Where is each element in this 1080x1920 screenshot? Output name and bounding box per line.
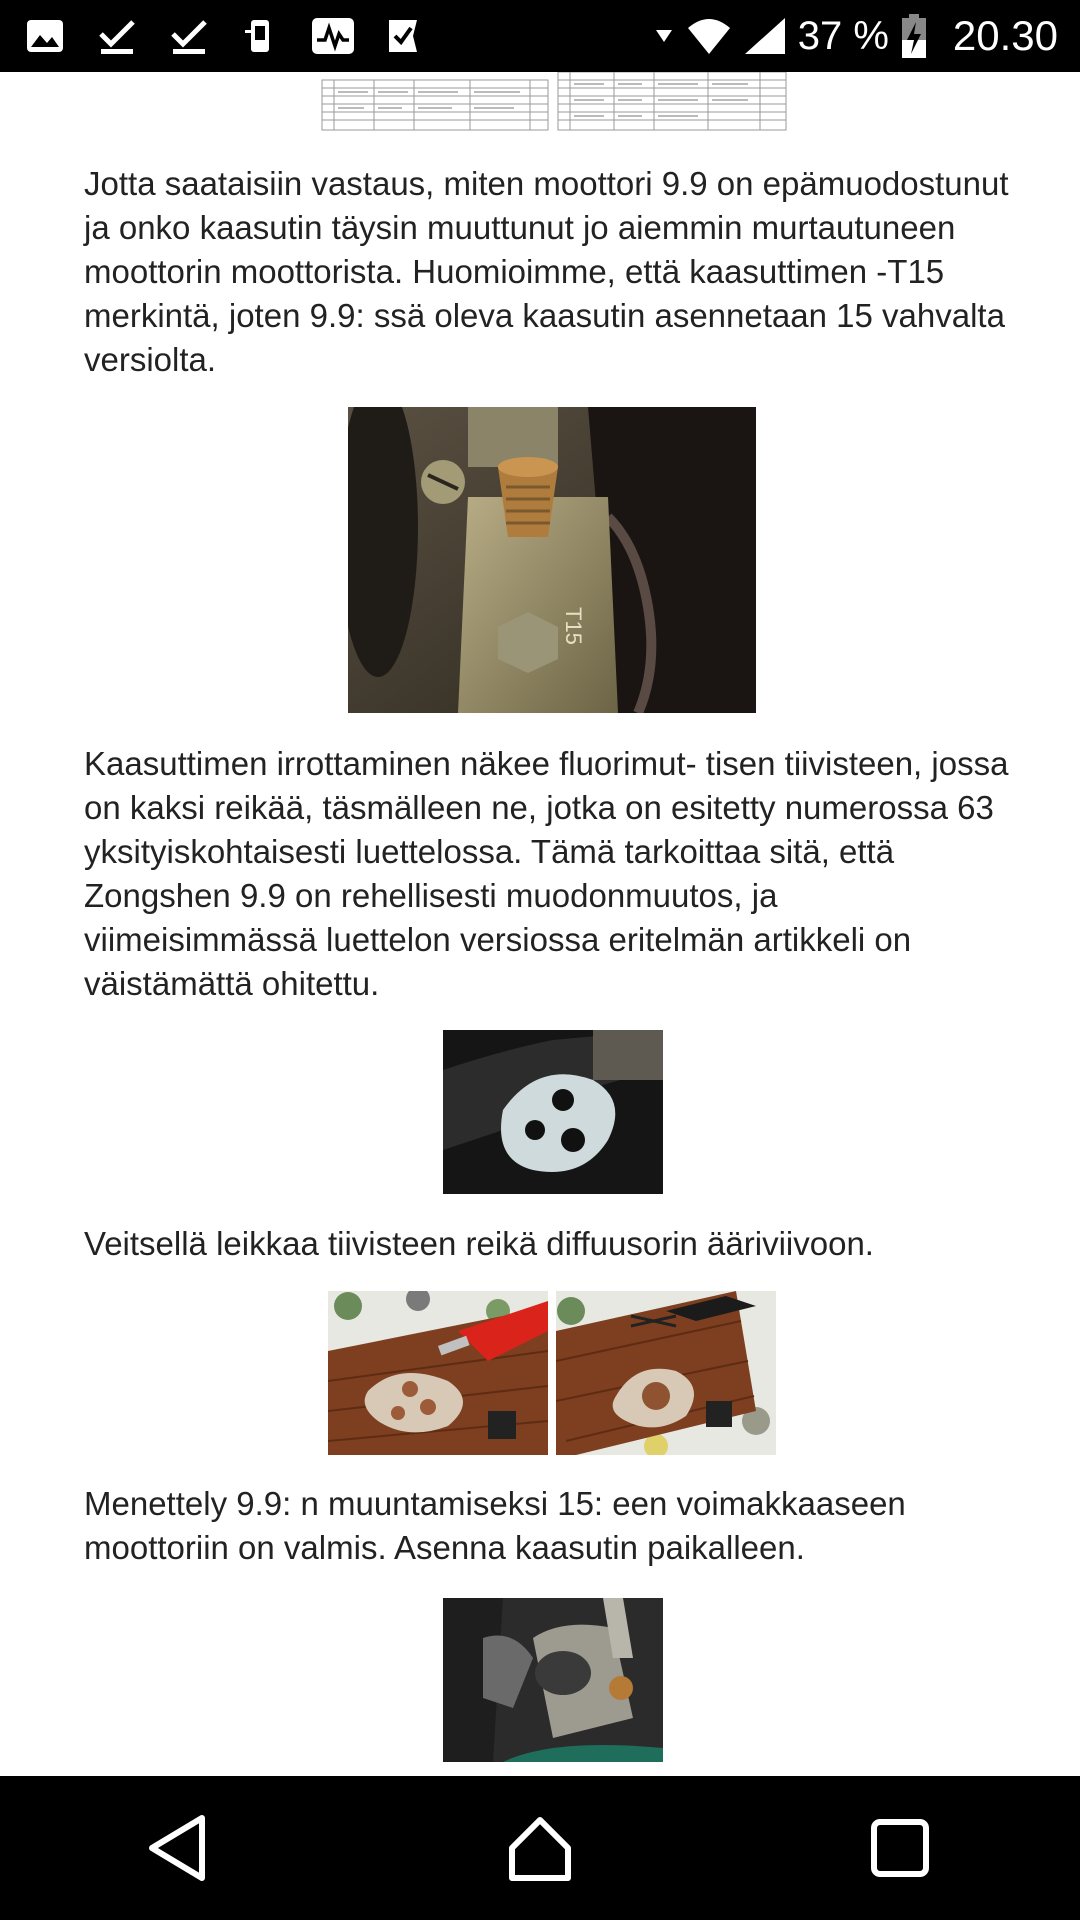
navigation-bar — [0, 1776, 1080, 1920]
catalog-table-image[interactable] — [320, 72, 788, 132]
paragraph-gasket-removal: Kaasuttimen irrottaminen näkee fluorimut- tisen tiivisteen, jossa on kaksi reikää, täsmälleen ne, jotka on esitetty numerossa 63 yksityiskohtaisesti luettelossa. Tämä tarkoittaa sitä, että Zongshen 9.9 on rehellisesti muodonmuutos, ja viimeisimmässä luettelon versiossa eritelmän artikkeli on väistämättä ohitettu. — [84, 745, 1009, 1002]
signal-arrow-icon — [652, 13, 676, 59]
cellular-signal-icon — [742, 13, 788, 59]
battery-charging-icon — [899, 13, 929, 59]
clock: 20.30 — [952, 12, 1058, 59]
download-done-icon — [166, 13, 212, 59]
notification-icons — [22, 13, 428, 59]
activity-chart-icon — [310, 13, 356, 59]
gasket-cutting-photo-left[interactable] — [328, 1291, 548, 1455]
paragraph-carburetor-question: Jotta saataisiin vastaus, miten moottori 9.9 on epämuodostunut ja onko kaasutin täysin muuttunut jo aiemmin murtautuneen moottorin moottorista. Huomioimme, että kaasuttimen -T15 merkintä, joten 9.9: ssä oleva kaasutin asennetaan 15 vahvalta versiolta. — [84, 165, 1009, 378]
paragraph-cut-instructions: Veitsellä leikkaa tiivisteen reikä diffuusorin ääriviivoon. — [84, 1225, 874, 1262]
recents-icon[interactable] — [850, 1798, 950, 1898]
gasket-cutting-photo-right[interactable] — [556, 1291, 776, 1455]
carb-marking-label: T15 — [561, 607, 586, 645]
download-done-icon — [94, 13, 140, 59]
gallery-icon — [22, 13, 68, 59]
home-icon[interactable] — [490, 1798, 590, 1898]
gasket-photo[interactable] — [443, 1030, 663, 1194]
installed-carburetor-photo[interactable] — [443, 1598, 663, 1762]
carburetor-photo[interactable] — [348, 407, 756, 713]
wifi-icon — [686, 13, 732, 59]
paragraph-procedure-complete: Menettely 9.9: n muuntamiseksi 15: een voimakkaaseen moottoriin on valmis. Asenna kaasutin paikalleen. — [84, 1485, 906, 1566]
check-flag-icon — [382, 13, 428, 59]
article-content[interactable] — [0, 72, 1080, 1776]
battery-percent: 37 % — [797, 13, 889, 58]
phone-transfer-icon — [238, 13, 284, 59]
system-status — [652, 12, 1058, 60]
back-icon[interactable] — [130, 1798, 230, 1898]
status-bar — [0, 0, 1080, 72]
